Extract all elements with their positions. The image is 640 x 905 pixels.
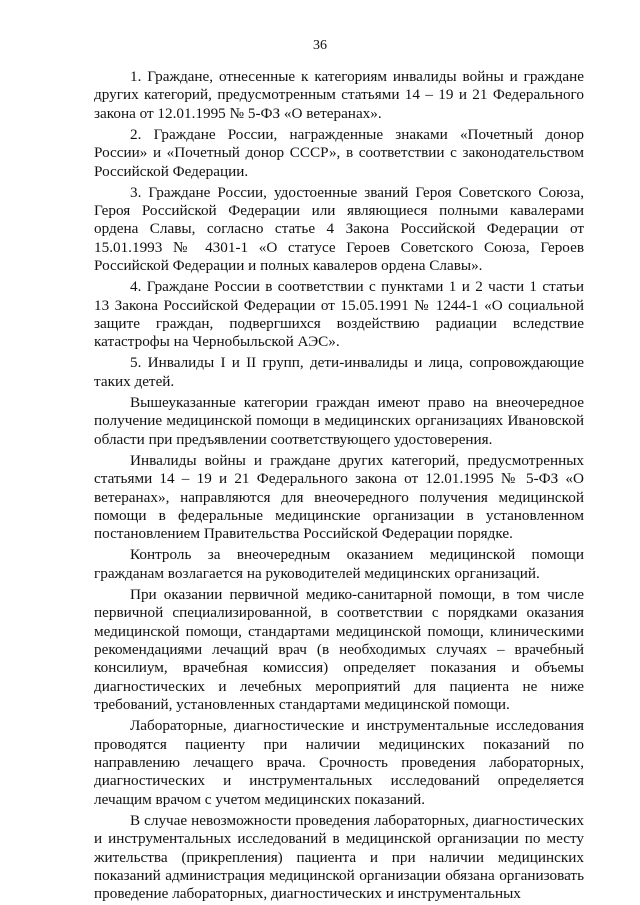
paragraph-item-5: 5. Инвалиды I и II групп, дети-инвалиды и лица, сопровождающие таких детей. [94,354,584,390]
paragraph-item-4: 4. Граждане России в соответствии с пунктами 1 и 2 части 1 статьи 13 Закона Российской Федерации от 15.05.1991 № 1244-1 «О социальной защите граждан, подвергшихся воздействию радиации вследствие катастрофы на Чернобыльской АЭС». [94,278,584,351]
paragraph-item-3: 3. Граждане России, удостоенные званий Героя Советского Союза, Героя Российской Федерации или являющиеся полными кавалерами ордена Славы, согласно статье 4 Закона Российской Федерации от 15.01.1993 № 4301-1 «О статусе Героев Советского Союза, Героев Российской Федерации и полных кавалеров ордена Славы». [94,183,584,275]
paragraph-primary-care: При оказании первичной медико-санитарной помощи, в том числе первичной специализированной, в соответствии с порядками оказания медицинской помощи, стандартами медицинской помощи, клиническими рекомендациями лечащий врач (в необходимых случаях – врачебный консилиум, врачебная комиссия) определяет показания и объемы диагностических и лечебных мероприятий для пациента не ниже требований, установленных стандартами медицинской помощи. [94,585,584,714]
paragraph-federal-referral: Инвалиды войны и граждане других категорий, предусмотренных статьями 14 – 19 и 21 Федерального закона от 12.01.1995 № 5-ФЗ «О ветеранах», направляются для внеочередного получения медицинской помощи в федеральные медицинские организации в установленном постановлением Правительства Российской Федерации порядке. [94,451,584,543]
paragraph-item-2: 2. Граждане России, награжденные знаками «Почетный донор России» и «Почетный донор СССР», в соответствии с законодательством Российской Федерации. [94,125,584,180]
paragraph-lab-diagnostics: Лабораторные, диагностические и инструментальные исследования проводятся пациенту при наличии медицинских показаний по направлению лечащего врача. Срочность проведения лабораторных, диагностических и инструментальных исследований определяется лечащим врачом с учетом медицинских показаний. [94,717,584,808]
page-number: 36 [313,38,327,53]
document-body [94,68,584,904]
paragraph-item-1: 1. Граждане, отнесенные к категориям инвалиды войны и граждане других категорий, предусмотренным статьями 14 – 19 и 21 Федерального закона от 12.01.1995 № 5-ФЗ «О ветеранах». [94,68,584,122]
paragraph-control: Контроль за внеочередным оказанием медицинской помощи гражданам возлагается на руководителей медицинских организаций. [94,546,584,582]
paragraph-impossibility: В случае невозможности проведения лабораторных, диагностических и инструментальных исследований в медицинской организации по месту жительства (прикрепления) пациента и при наличии медицинских показаний администрация медицинской организации обязана организовать проведение лабораторных, диагностических и инструментальных [94,811,584,903]
paragraph-priority-right: Вышеуказанные категории граждан имеют право на внеочередное получение медицинской помощи в медицинских организациях Ивановской области при предъявлении соответствующего удостоверения. [94,393,584,448]
